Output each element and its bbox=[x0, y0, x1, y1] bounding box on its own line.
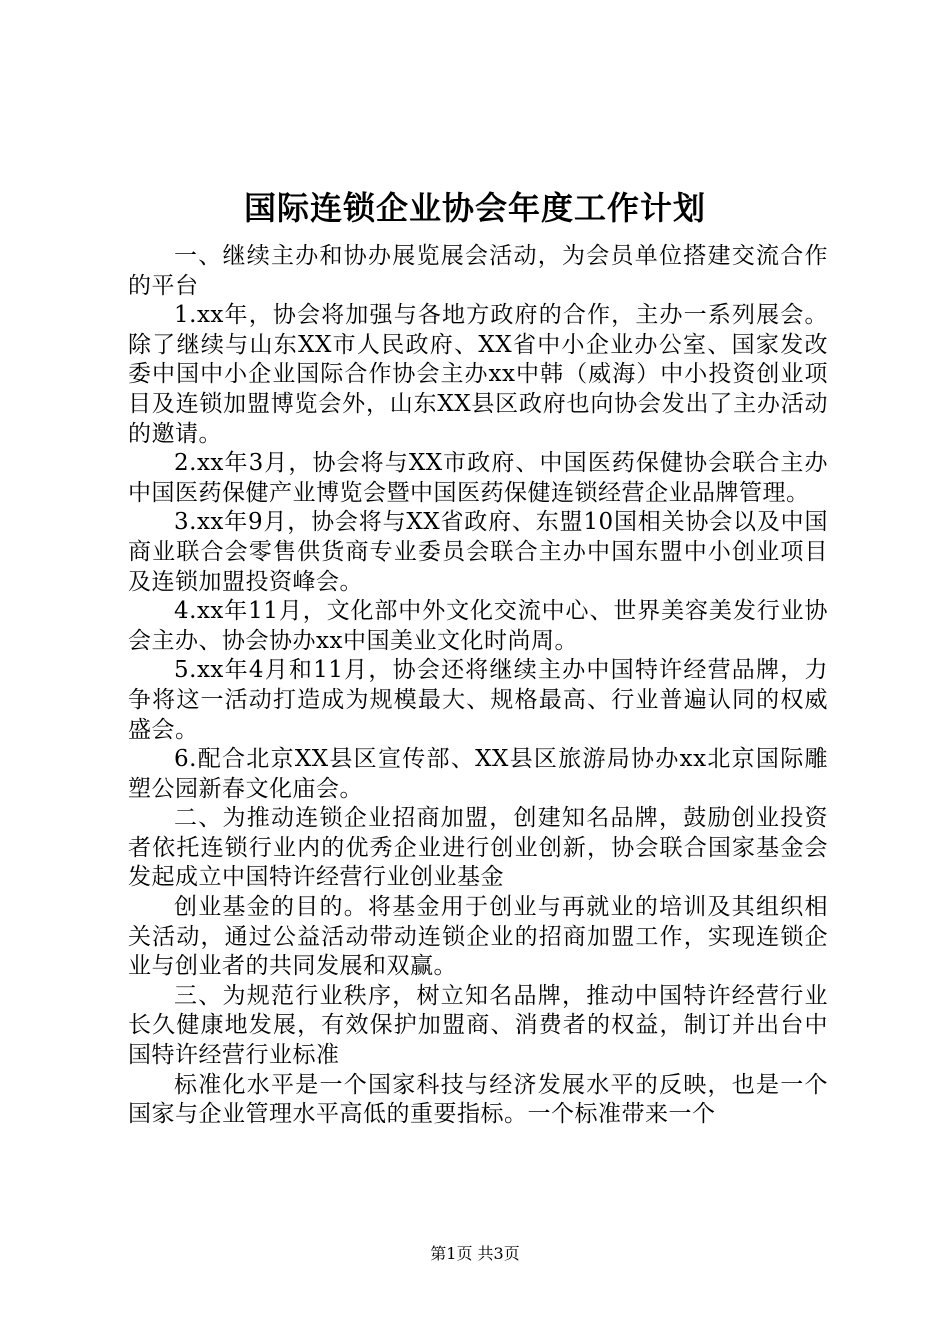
paragraph: 5.xx年4月和11月，协会还将继续主办中国特许经营品牌，力争将这一活动打造成为规模最大、规格最高、行业普遍认同的权威盛会。 bbox=[128, 657, 828, 743]
document-body bbox=[128, 242, 828, 1130]
paragraph: 一、继续主办和协办展览展会活动，为会员单位搭建交流合作的平台 bbox=[128, 243, 828, 299]
paragraph: 三、为规范行业秩序，树立知名品牌，推动中国特许经营行业长久健康地发展，有效保护加盟商、消费者的权益，制订并出台中国特许经营行业标准 bbox=[128, 982, 828, 1069]
paragraph: 2.xx年3月，协会将与XX市政府、中国医药保健协会联合主办中国医药保健产业博览会暨中国医药保健连锁经营企业品牌管理。 bbox=[128, 450, 828, 506]
paragraph: 4.xx年11月，文化部中外文化交流中心、世界美容美发行业协会主办、协会协办xx中国美业文化时尚周。 bbox=[128, 598, 828, 654]
paragraph: 1.xx年，协会将加强与各地方政府的合作，主办一系列展会。除了继续与山东XX市人民政府、XX省中小企业办公室、国家发改委中国中小企业国际合作协会主办xx中韩（威海）中小投资创业项目及连锁加盟博览会外，山东XX县区政府也向协会发出了主办活动的邀请。 bbox=[128, 302, 828, 447]
paragraph: 3.xx年9月，协会将与XX省政府、东盟10国相关协会以及中国商业联合会零售供货商专业委员会联合主办中国东盟中小创业项目及连锁加盟投资峰会。 bbox=[128, 509, 828, 595]
paragraph: 6.配合北京XX县区宣传部、XX县区旅游局协办xx北京国际雕塑公园新春文化庙会。 bbox=[128, 746, 828, 802]
paragraph: 二、为推动连锁企业招商加盟，创建知名品牌，鼓励创业投资者依托连锁行业内的优秀企业进行创业创新，协会联合国家基金会发起成立中国特许经营行业创业基金 bbox=[128, 805, 828, 891]
paragraph: 创业基金的目的。将基金用于创业与再就业的培训及其组织相关活动，通过公益活动带动连锁企业的招商加盟工作，实现连锁企业与创业者的共同发展和双赢。 bbox=[128, 894, 828, 980]
paragraph: 标准化水平是一个国家科技与经济发展水平的反映，也是一个国家与企业管理水平高低的重要指标。一个标准带来一个 bbox=[128, 1071, 828, 1128]
page-number: 第1页 共3页 bbox=[430, 1244, 520, 1263]
document-title: 国际连锁企业协会年度工作计划 bbox=[243, 189, 706, 227]
